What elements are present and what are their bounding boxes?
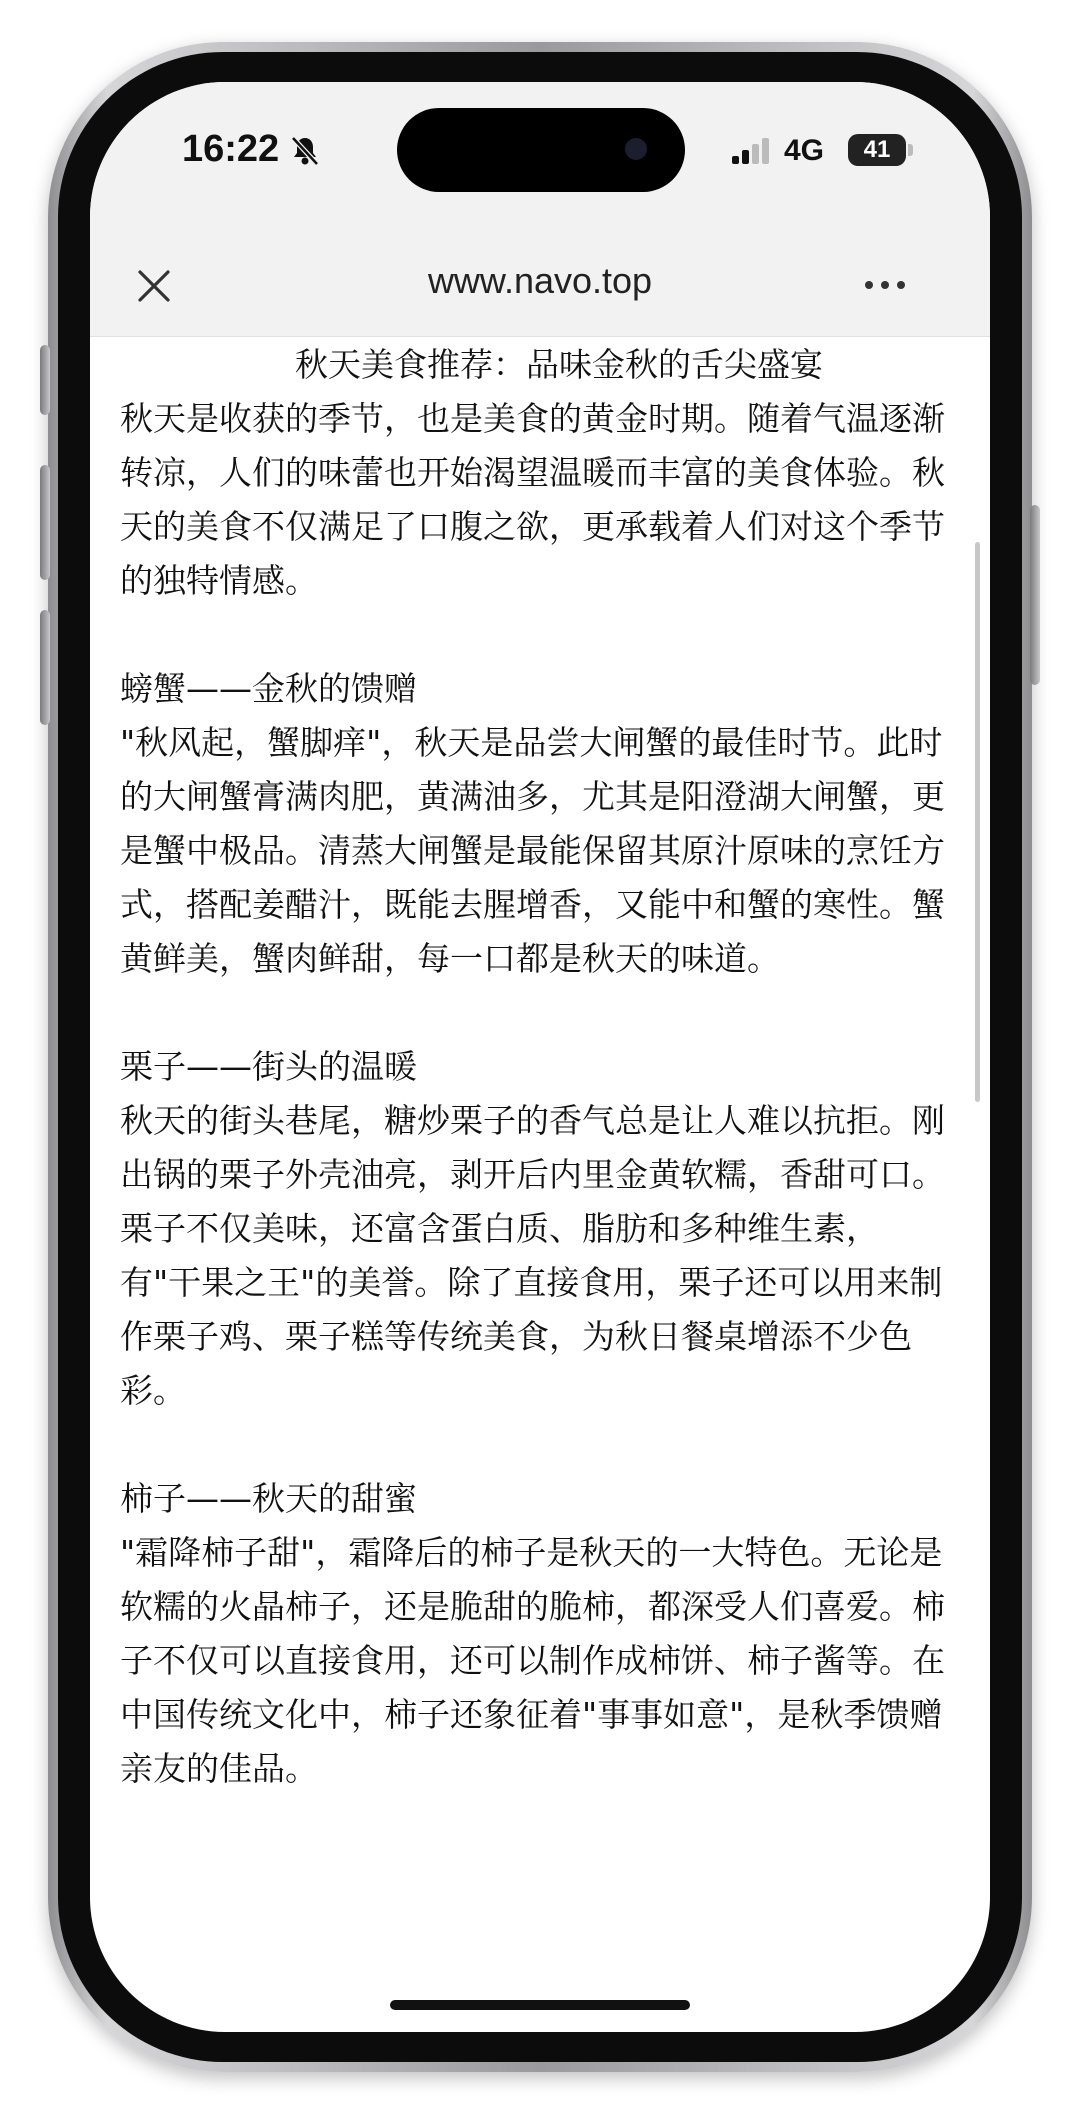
close-icon[interactable] [134,266,174,306]
camera-lens [625,138,647,160]
volume-down-button [40,610,50,725]
action-button [40,345,50,415]
status-time: 16:22 [182,128,280,170]
bell-slash-icon [288,134,322,168]
phone-screen [90,82,990,2032]
power-button [1030,505,1040,685]
section-heading: 螃蟹——金秋的馈赠 [120,669,417,708]
article-content [120,338,958,1796]
scrollbar[interactable] [975,542,980,1102]
section-body: "霜降柿子甜"，霜降后的柿子是秋天的一大特色。无论是软糯的火晶柿子，还是脆甜的脆柿，都深受人们喜爱。柿子不仅可以直接食用，还可以制作成柿饼、柿子酱等。在中国传统文化中，柿子还象征着"事事如意"，是秋季馈赠亲友的佳品。 [120,1533,945,1788]
browser-header [90,232,990,337]
signal-icon [730,138,774,168]
article-title: 秋天美食推荐：品味金秋的舌尖盛宴 [295,345,823,384]
dynamic-island [397,108,685,192]
section-heading: 栗子——街头的温暖 [120,1047,417,1086]
more-icon[interactable] [860,270,910,300]
home-indicator[interactable] [390,2000,690,2010]
battery-icon: 41 [848,134,906,166]
section-body: "秋风起，蟹脚痒"，秋天是品尝大闸蟹的最佳时节。此时的大闸蟹膏满肉肥，黄满油多，尤其是阳澄湖大闸蟹，更是蟹中极品。清蒸大闸蟹是最能保留其原汁原味的烹饪方式，搭配姜醋汁，既能去腥增香，又能中和蟹的寒性。蟹黄鲜美，蟹肉鲜甜，每一口都是秋天的味道。 [120,723,945,978]
section-heading: 柿子——秋天的甜蜜 [120,1479,417,1518]
page-url: www.navo.top [427,260,653,301]
network-type: 4G [784,134,825,167]
battery-tip [908,144,913,156]
article-intro: 秋天是收获的季节，也是美食的黄金时期。随着气温逐渐转凉，人们的味蕾也开始渴望温暖而丰富的美食体验。秋天的美食不仅满足了口腹之欲，更承载着人们对这个季节的独特情感。 [120,399,945,600]
volume-up-button [40,465,50,580]
section-body: 秋天的街头巷尾，糖炒栗子的香气总是让人难以抗拒。刚出锅的栗子外壳油亮，剥开后内里金黄软糯，香甜可口。栗子不仅美味，还富含蛋白质、脂肪和多种维生素，有"干果之王"的美誉。除了直接食用，栗子还可以用来制作栗子鸡、栗子糕等传统美食，为秋日餐桌增添不少色彩。 [120,1101,945,1410]
status-bar [90,82,990,232]
